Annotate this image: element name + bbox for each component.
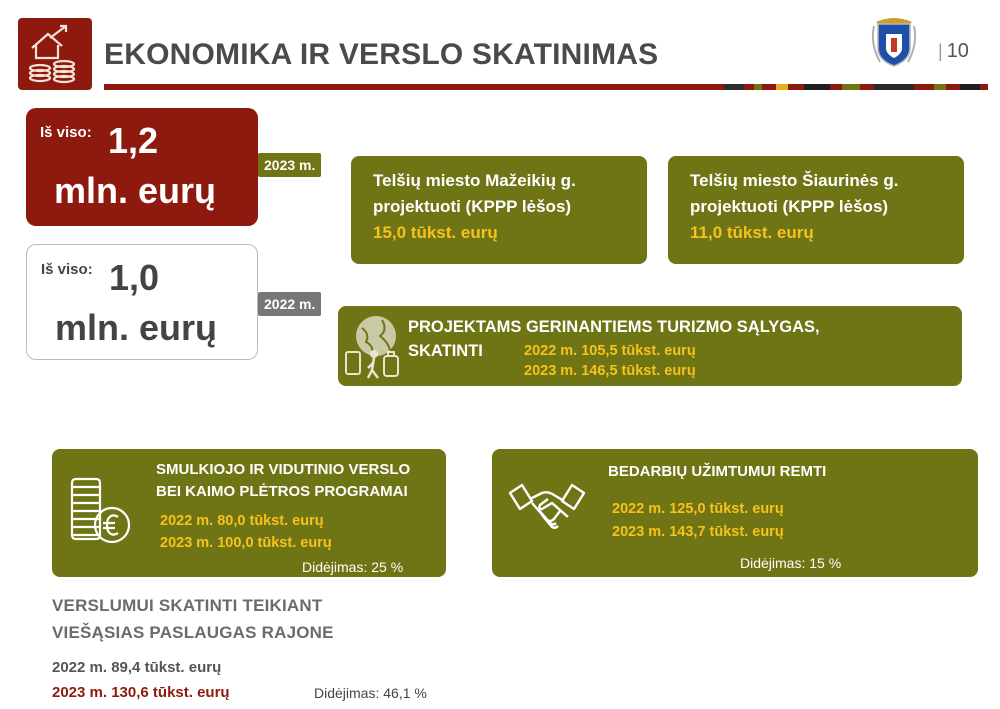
card-sme-program — [52, 449, 446, 577]
sme-title-line: SMULKIOJO IR VIDUTINIO VERSLO — [156, 461, 411, 478]
sme-value-2023: 2023 m. 100,0 tūkst. eurų — [160, 535, 332, 551]
growth-house-coins-icon — [18, 18, 92, 90]
total-unit: mln. eurų — [55, 307, 218, 348]
sme-increase: Didėjimas: 25 % — [302, 559, 404, 575]
entrepreneurship-increase: Didėjimas: 46,1 % — [314, 685, 427, 701]
sme-value-2022: 2022 m. 80,0 tūkst. eurų — [160, 513, 324, 529]
unemployment-value-2022: 2022 m. 125,0 tūkst. eurų — [612, 501, 784, 517]
title-underline — [104, 84, 988, 90]
card-mazeikiu-street — [351, 156, 647, 264]
handshake-icon — [508, 479, 586, 539]
tourism-title: PROJEKTAMS GERINANTIEMS TURIZMO SĄLYGAS, — [408, 318, 820, 336]
card-unemployment — [492, 449, 978, 577]
total-2023-box — [26, 108, 258, 226]
card-line: Telšių miesto Mažeikių g. — [373, 171, 576, 190]
total-label: Iš viso: — [40, 124, 92, 141]
total-value: 1,2 — [108, 120, 159, 161]
card-line: projektuoti (KPPP lėšos) — [690, 197, 889, 216]
page-title: EKONOMIKA IR VERSLO SKATINIMAS — [104, 38, 659, 71]
year-tag-2023: 2023 m. — [258, 153, 321, 177]
card-amount: 11,0 tūkst. eurų — [690, 223, 814, 242]
travel-globe-luggage-icon — [344, 312, 404, 380]
total-value: 1,0 — [109, 257, 160, 298]
sme-title-line: BEI KAIMO PLĖTROS PROGRAMAI — [156, 483, 408, 500]
year-tag-2022: 2022 m. — [258, 292, 321, 316]
total-2022-box — [26, 244, 258, 360]
entrepreneurship-title-line: VIEŠĄSIAS PASLAUGAS RAJONE — [52, 623, 334, 642]
total-unit: mln. eurų — [54, 170, 217, 211]
entrepreneurship-value-2022: 2022 m. 89,4 tūkst. eurų — [52, 659, 222, 676]
unemployment-title: BEDARBIŲ UŽIMTUMUI REMTI — [608, 463, 827, 480]
card-amount: 15,0 tūkst. eurų — [373, 223, 498, 242]
entrepreneurship-title-line: VERSLUMUI SKATINTI TEIKIANT — [52, 596, 323, 615]
entrepreneurship-value-2023: 2023 m. 130,6 tūkst. eurų — [52, 684, 230, 701]
unemployment-increase: Didėjimas: 15 % — [740, 555, 842, 571]
coins-euro-icon — [68, 473, 134, 547]
card-siaurines-street — [668, 156, 964, 264]
tourism-subtitle: SKATINTI — [408, 342, 483, 360]
unemployment-value-2023: 2023 m. 143,7 tūkst. eurų — [612, 524, 784, 540]
card-line: Telšių miesto Šiaurinės g. — [690, 171, 899, 190]
tourism-value-2022: 2022 m. 105,5 tūkst. eurų — [524, 343, 696, 359]
total-label: Iš viso: — [41, 261, 93, 278]
card-tourism — [338, 306, 962, 386]
coat-of-arms-icon — [870, 14, 918, 70]
card-line: projektuoti (KPPP lėšos) — [373, 197, 572, 216]
tourism-value-2023: 2023 m. 146,5 tūkst. eurų — [524, 363, 696, 379]
page-number: | 10 — [938, 40, 969, 62]
